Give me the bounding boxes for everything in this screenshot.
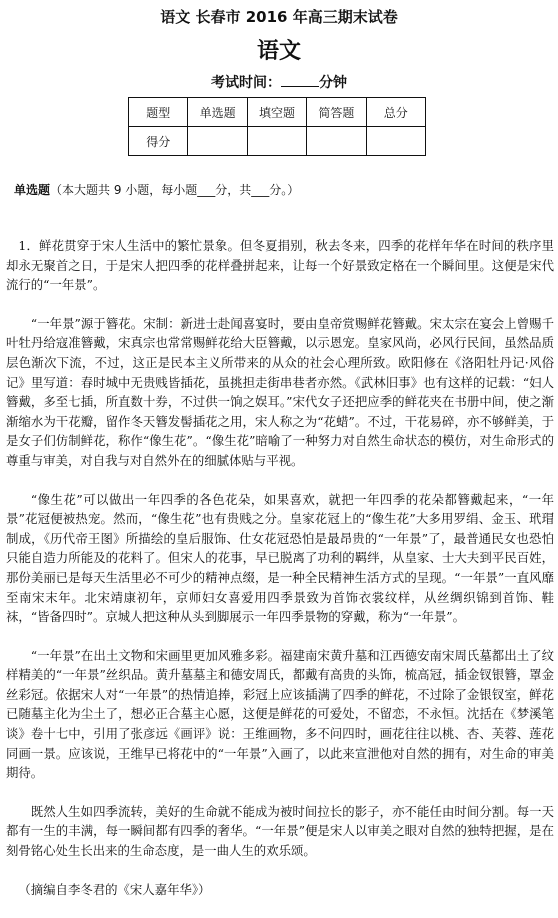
score-table-score-row <box>129 127 426 156</box>
passage-paragraph: “像生花”可以做出一年四季的各色花朵，如果喜欢，就把一年四季的花朵都簪戴起来，“一年景”花冠便被热宠。然而，“像生花”也有贵贱之分。皇家花冠上的“像生花”大多用罗绢、金玉、玳瑁制成，《历代帝王图》所描绘的皇后服饰、仕女花冠恐怕是最昂贵的“一年景”了，最普通民女也恐怕只能自造力所能及的花料了。但宋人的花事，早已脱离了功利的羁绊，从皇家、士大夫到平民百姓，那份美丽已是每天生活里必不可少的精神点缀，是一种全民精神生活方式的呈现。“一年景”一直风靡至南宋末年。北宋靖康初年，京师妇女喜爱用四季景致为首饰衣裳纹样，从丝绸织锦到首饰、鞋袜，“皆备四时”。京城人把这种从头到脚展示一年四季景物的穿戴，称为“一年景”。 <box>6 491 554 625</box>
score-empty-cell <box>307 127 366 156</box>
score-header-cell: 简答题 <box>307 98 366 127</box>
passage-paragraph: 既然人生如四季流转，美好的生命就不能成为被时间拉长的影子，亦不能任由时间分割。每一天都有一生的丰满，每一瞬间都有四季的奢华。“一年景”便是宋人以审美之眼对自然的独特把握，是在刻骨铭心处生长出来的生命态度，是一曲人生的欢乐颂。 <box>6 803 554 859</box>
score-table-header-row <box>129 98 426 127</box>
score-table <box>128 97 426 156</box>
time-blank <box>281 74 319 87</box>
score-header-cell: 题型 <box>129 98 188 127</box>
score-empty-cell <box>188 127 247 156</box>
score-header-cell: 总分 <box>366 98 425 127</box>
score-header-cell: 填空题 <box>247 98 306 127</box>
section-heading <box>14 181 299 198</box>
time-label: 考试时间： <box>211 75 281 91</box>
score-empty-cell <box>247 127 306 156</box>
passage-source: （摘编自李冬君的《宋人嘉年华》） <box>18 881 211 897</box>
reading-passage <box>6 236 554 918</box>
section-note: （本大题共 9 小题，每小题___分，共___分。） <box>50 183 300 197</box>
score-empty-cell <box>366 127 425 156</box>
passage-paragraph: “一年景”在出土文物和宋画里更加风雅多彩。福建南宋黄升墓和江西德安南宋周氏墓都出土了纹样精美的“一年景”丝织品。黄升墓墓主和德安周氏，都戴有高贵的头饰，梳高冠，插金钗银簪，罩金丝彩冠。依据宋人对“一年景”的热情追捧，彩冠上应该插满了四季的鲜花，不过除了金银钗室，鲜花已随墓主化为尘土了，想必正合墓主心愿，这便是鲜花的可爱处，不留恋，不永恒。沈括在《梦溪笔谈》卷十七中，引用了张彦远《画评》说：王维画物，多不问四时，画花往往以桃、杏、芙蓉、莲花同画一景。应该说，王维早已将花中的“一年景”入画了，以此来宣泄他对自然的拥有，对生命的审美期待。 <box>6 647 554 781</box>
exam-time-line <box>0 72 558 92</box>
subject-title: 语文 <box>256 39 301 64</box>
passage-paragraph: 1．鲜花贯穿于宋人生活中的繁忙景象。但冬夏捐别，秋去冬来，四季的花样年华在时间的秩序里却永无聚首之日，于是宋人把四季的花样叠拼起来，让每一个好景致定格在一个瞬间里。这便是宋代流行的“一年景”。 <box>6 238 554 293</box>
exam-header-title: 语文 长春市 2016 年高三期末试卷 <box>160 8 398 26</box>
score-header-cell: 单选题 <box>188 98 247 127</box>
time-unit: 分钟 <box>319 75 347 91</box>
passage-paragraph: “一年景”源于簪花。宋制：新进士赴闻喜宴时，要由皇帝赏赐鲜花簪戴。宋太宗在宴会上曾赐千叶牡丹给寇准簪戴，宋真宗也常常赐鲜花给大臣簪戴，以示恩宠。皇家风尚，必风行民间，虽然品质层色渐次下流，不过，这正是民本主义所带来的从众的社会心理所致。欧阳修在《洛阳牡丹记·风俗记》里写道：春时城中无贵贱皆插花，虽挑担走街串巷者亦然。《武林旧事》也有这样的记载：“妇人簪戴，多至七插，所直数十券，不过供一饷之娱耳。”宋代女子还把应季的鲜花夹在书册中间，使之渐渐缩水为干花瓣，留作冬天簪发髻插花之用，宋人称之为“花蜡”。不过，干花易碎，亦不够鲜美，于是女子们仿制鲜花，称作“像生花”。“像生花”暗喻了一种努力对自然生命状态的模仿，对生命形式的尊重与审美，对自我与对自然外在的细腻体贴与平视。 <box>6 315 554 468</box>
section-title: 单选题 <box>14 183 51 197</box>
score-label-cell: 得分 <box>129 127 188 156</box>
